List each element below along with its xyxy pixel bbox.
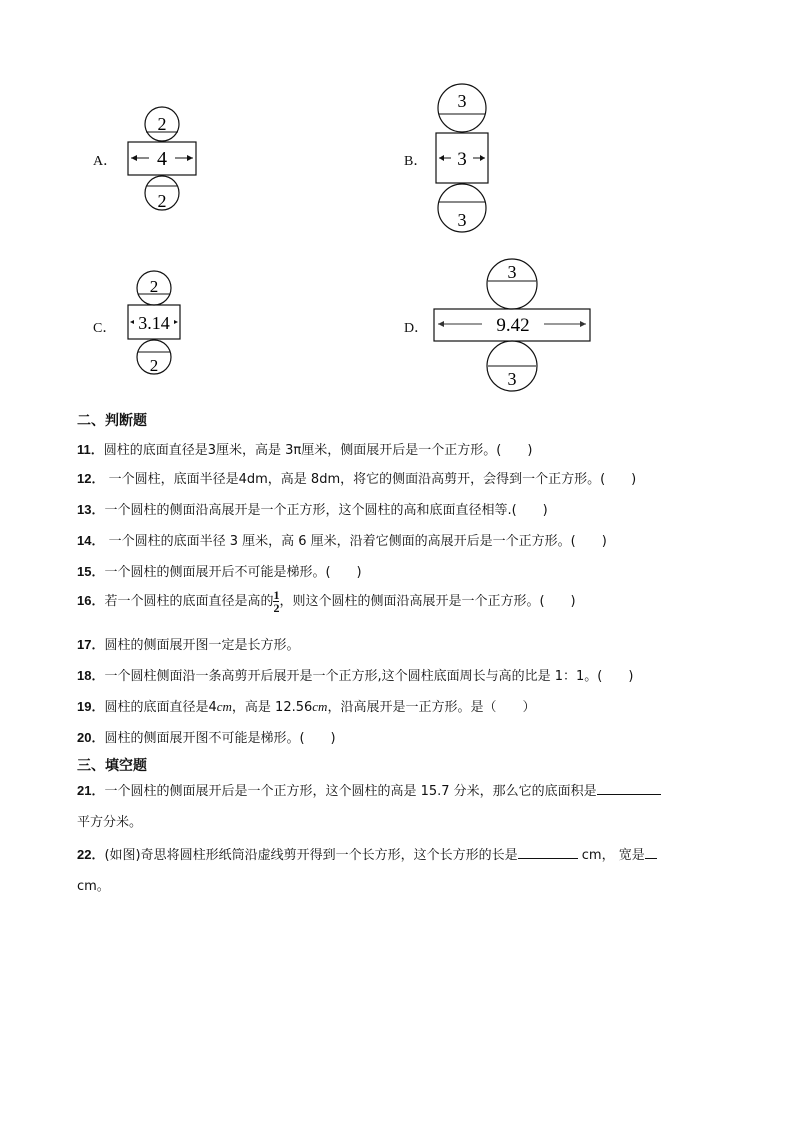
question-14: 14． 一个圆柱的底面半径 3 厘米，高 6 厘米，沿着它侧面的高展开后是一个正方形。( ) (77, 533, 607, 549)
question-11: 11．圆柱的底面直径是3厘米，高是 3π厘米，侧面展开后是一个正方形。( ) (77, 442, 533, 458)
top-circle-label: 2 (149, 277, 159, 296)
question-21: 21．一个圆柱的侧面展开后是一个正方形，这个圆柱的高是 15.7 分米，那么它的底面积是 (77, 780, 661, 799)
question-16: 16．若一个圆柱的底面直径是高的 $\frac{1}{2}$ ，则这个圆柱的侧面沿高展开是一个正方形。( ) (77, 588, 576, 615)
section-judge-title: 二、判断题 (77, 413, 147, 429)
question-13: 13．一个圆柱的侧面沿高展开是一个正方形，这个圆柱的高和底面直径相等.( ) (77, 502, 548, 518)
question-22: 22．(如图)奇思将圆柱形纸筒沿虚线剪开得到一个长方形，这个长方形的长是 cm， 宽是 (77, 844, 657, 863)
top-circle-label: 3 (457, 91, 467, 111)
answer-blank-width[interactable] (645, 846, 657, 859)
question-18: 18．一个圆柱侧面沿一条高剪开后展开是一个正方形,这个圆柱底面周长与高的比是 1：1。( ) (77, 668, 634, 684)
bottom-circle-label: 2 (157, 191, 167, 211)
top-circle-label: 2 (157, 114, 167, 134)
option-d-net (432, 259, 592, 393)
rectangle-label: 4 (157, 148, 167, 170)
bottom-circle-label: 2 (149, 356, 159, 375)
top-circle-label: 3 (507, 262, 517, 282)
answer-blank-length[interactable] (518, 846, 578, 859)
option-a-label: A． (93, 154, 118, 169)
question-21-line2: 平方分米。 (77, 815, 143, 830)
option-c-label: C． (93, 321, 117, 336)
option-b-net (435, 83, 489, 235)
question-20: 20．圆柱的侧面展开图不可能是梯形。( ) (77, 730, 336, 746)
option-c-net (127, 270, 181, 378)
option-d-label: D． (404, 321, 429, 336)
rectangle-label: 3 (457, 149, 467, 170)
question-22-line2: cm。 (77, 879, 110, 894)
bottom-circle-label: 3 (507, 369, 517, 389)
rectangle-label: 3.14 (138, 313, 170, 333)
section-fill-title: 三、填空题 (77, 758, 147, 774)
fraction-one-half: $\frac{1}{2}$ (273, 588, 280, 615)
question-17: 17．圆柱的侧面展开图一定是长方形。 (77, 637, 300, 653)
bottom-circle-label: 3 (457, 210, 467, 230)
option-a-net (127, 106, 197, 212)
answer-blank[interactable] (597, 782, 661, 795)
question-15: 15．一个圆柱的侧面展开后不可能是梯形。( ) (77, 564, 362, 580)
option-b-label: B． (404, 154, 428, 169)
rectangle-label: 9.42 (496, 315, 530, 336)
question-19: 19．圆柱的底面直径是4cm，高是 12.56cm，沿高展开是一正方形。是（ ） (77, 699, 536, 715)
question-12: 12． 一个圆柱，底面半径是4dm，高是 8dm，将它的侧面沿高剪开，会得到一个正方形。( ) (77, 471, 637, 487)
